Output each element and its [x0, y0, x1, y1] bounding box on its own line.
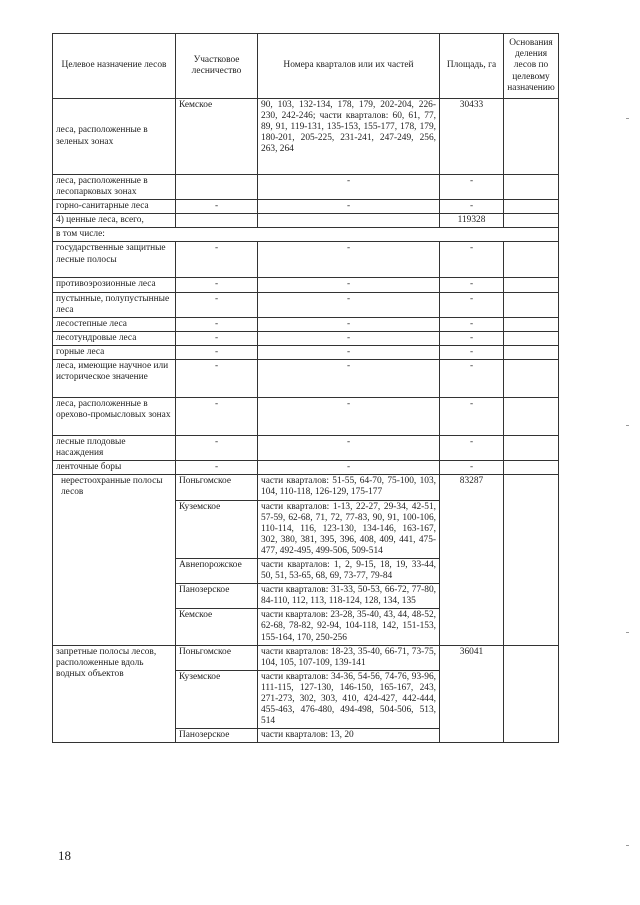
quarters-cell: части кварталов: 1, 2, 9-15, 18, 19, 33-44, 50, 51, 53-65, 68, 69, 73-77, 79-84: [258, 558, 440, 583]
forestry-cell: -: [176, 461, 258, 475]
header-forestry: Участковое лесничество: [176, 34, 258, 99]
table-row: [53, 475, 559, 500]
quarters-cell: -: [258, 242, 440, 278]
purpose-cell: лесные плодовые насаждения: [53, 436, 176, 461]
forestry-cell: -: [176, 292, 258, 317]
forestry-cell: [176, 175, 258, 200]
scan-edge-mark: [626, 632, 629, 633]
forestry-cell: -: [176, 436, 258, 461]
forestry-cell: Кемское: [176, 609, 258, 645]
table-header-row: [53, 34, 559, 99]
area-cell: 83287: [440, 475, 504, 645]
purpose-cell: нерестоохранные полосы лесов: [53, 475, 176, 645]
purpose-cell: горные леса: [53, 345, 176, 359]
area-cell: -: [440, 292, 504, 317]
basis-cell: [504, 398, 559, 436]
basis-cell: [504, 200, 559, 214]
forestry-cell: Поньгомское: [176, 645, 258, 670]
table-row: [53, 292, 559, 317]
purpose-cell: ленточные боры: [53, 461, 176, 475]
table-row: [53, 242, 559, 278]
table-row: [53, 228, 559, 242]
quarters-cell: -: [258, 292, 440, 317]
table-row: [53, 214, 559, 228]
quarters-cell: -: [258, 436, 440, 461]
scan-edge-mark: [626, 425, 629, 426]
forestry-cell: -: [176, 331, 258, 345]
basis-cell: [504, 645, 559, 743]
forestry-cell: Панозерское: [176, 584, 258, 609]
quarters-cell: 90, 103, 132-134, 178, 179, 202-204, 226-230, 242-246; части кварталов: 60, 61, 77, 89, 91, 119-131, 135-153, 155-177, 178, 179, 180-201, 205-225, 231-241, 247-249, 256, 263, 264: [258, 99, 440, 175]
forestry-cell: -: [176, 278, 258, 292]
forestry-cell: Куземское: [176, 500, 258, 558]
table-row: [53, 200, 559, 214]
quarters-cell: -: [258, 461, 440, 475]
quarters-cell: -: [258, 331, 440, 345]
quarters-cell: части кварталов: 51-55, 64-70, 75-100, 103, 104, 110-118, 126-129, 175-177: [258, 475, 440, 500]
forestry-cell: -: [176, 360, 258, 398]
quarters-cell: [258, 214, 440, 228]
basis-cell: [504, 331, 559, 345]
forestry-cell: -: [176, 200, 258, 214]
area-cell: 119328: [440, 214, 504, 228]
header-quarters: Номера кварталов или их частей: [258, 34, 440, 99]
forestry-cell: Панозерское: [176, 729, 258, 743]
table-row: [53, 461, 559, 475]
table-row: [53, 99, 559, 175]
quarters-cell: части кварталов: 13, 20: [258, 729, 440, 743]
purpose-cell: лесостепные леса: [53, 317, 176, 331]
quarters-cell: -: [258, 360, 440, 398]
basis-cell: [504, 242, 559, 278]
table-row: [53, 360, 559, 398]
area-cell: -: [440, 200, 504, 214]
header-basis: Основания деления лесов по целевому назначению: [504, 34, 559, 99]
basis-cell: [504, 278, 559, 292]
forestry-cell: -: [176, 345, 258, 359]
purpose-cell: леса, расположенные в лесопарковых зонах: [53, 175, 176, 200]
quarters-cell: части кварталов: 18-23, 35-40, 66-71, 73-75, 104, 105, 107-109, 139-141: [258, 645, 440, 670]
forest-purpose-table: [52, 33, 559, 743]
quarters-cell: части кварталов: 23-28, 35-40, 43, 44, 48-52, 62-68, 78-82, 92-94, 104-118, 142, 151-153, 155-164, 170, 250-256: [258, 609, 440, 645]
basis-cell: [504, 360, 559, 398]
quarters-cell: -: [258, 345, 440, 359]
basis-cell: [504, 214, 559, 228]
purpose-cell: леса, расположенные в орехово-промысловых зонах: [53, 398, 176, 436]
quarters-cell: -: [258, 278, 440, 292]
area-cell: -: [440, 345, 504, 359]
forestry-cell: Поньгомское: [176, 475, 258, 500]
table-row: [53, 278, 559, 292]
forestry-cell: Куземское: [176, 670, 258, 728]
basis-cell: [504, 99, 559, 175]
table-row: [53, 645, 559, 670]
purpose-cell: государственные защитные лесные полосы: [53, 242, 176, 278]
area-cell: -: [440, 278, 504, 292]
table-row: [53, 436, 559, 461]
purpose-cell: леса, расположенные в зеленых зонах: [53, 99, 176, 175]
forestry-cell: -: [176, 242, 258, 278]
area-cell: -: [440, 317, 504, 331]
quarters-cell: части кварталов: 31-33, 50-53, 66-72, 77-80, 84-110, 112, 113, 118-124, 128, 134, 135: [258, 584, 440, 609]
table-row: [53, 317, 559, 331]
page-number: 18: [58, 848, 71, 863]
including-label: в том числе:: [53, 228, 559, 242]
table-row: [53, 345, 559, 359]
area-cell: -: [440, 360, 504, 398]
table-row: [53, 398, 559, 436]
purpose-cell: пустынные, полупустынные леса: [53, 292, 176, 317]
purpose-cell: противоэрозионные леса: [53, 278, 176, 292]
scan-edge-mark: [626, 845, 629, 846]
basis-cell: [504, 292, 559, 317]
forestry-cell: -: [176, 317, 258, 331]
area-cell: -: [440, 175, 504, 200]
purpose-cell: лесотундровые леса: [53, 331, 176, 345]
forestry-cell: -: [176, 398, 258, 436]
quarters-cell: -: [258, 175, 440, 200]
area-cell: -: [440, 242, 504, 278]
forestry-cell: [176, 214, 258, 228]
scan-edge-mark: [626, 118, 629, 119]
quarters-cell: -: [258, 200, 440, 214]
basis-cell: [504, 345, 559, 359]
area-cell: -: [440, 461, 504, 475]
purpose-cell: леса, имеющие научное или историческое значение: [53, 360, 176, 398]
table-row: [53, 331, 559, 345]
basis-cell: [504, 461, 559, 475]
table-row: [53, 175, 559, 200]
forestry-cell: Кемское: [176, 99, 258, 175]
quarters-cell: -: [258, 398, 440, 436]
basis-cell: [504, 317, 559, 331]
basis-cell: [504, 475, 559, 645]
purpose-cell: горно-санитарные леса: [53, 200, 176, 214]
purpose-cell: 4) ценные леса, всего,: [53, 214, 176, 228]
quarters-cell: части кварталов: 34-36, 54-56, 74-76, 93-96, 111-115, 127-130, 146-150, 165-167, 243, 271-273, 302, 303, 410, 424-427, 442-444, 455-463, 476-480, 494-498, 504-506, 513, 514: [258, 670, 440, 728]
quarters-cell: части кварталов: 1-13, 22-27, 29-34, 42-51, 57-59, 62-68, 71, 72, 77-83, 90, 91, 100-106, 110-114, 116, 123-130, 134-146, 163-167, 302, 380, 381, 395, 396, 408, 409, 441, 475-477, 492-495, 499-506, 509-514: [258, 500, 440, 558]
area-cell: 30433: [440, 99, 504, 175]
purpose-cell: запретные полосы лесов, расположенные вдоль водных объектов: [53, 645, 176, 743]
area-cell: -: [440, 436, 504, 461]
forestry-cell: Авнепорожское: [176, 558, 258, 583]
basis-cell: [504, 436, 559, 461]
header-area: Площадь, га: [440, 34, 504, 99]
quarters-cell: -: [258, 317, 440, 331]
area-cell: 36041: [440, 645, 504, 743]
header-purpose: Целевое назначение лесов: [53, 34, 176, 99]
area-cell: -: [440, 398, 504, 436]
basis-cell: [504, 175, 559, 200]
area-cell: -: [440, 331, 504, 345]
